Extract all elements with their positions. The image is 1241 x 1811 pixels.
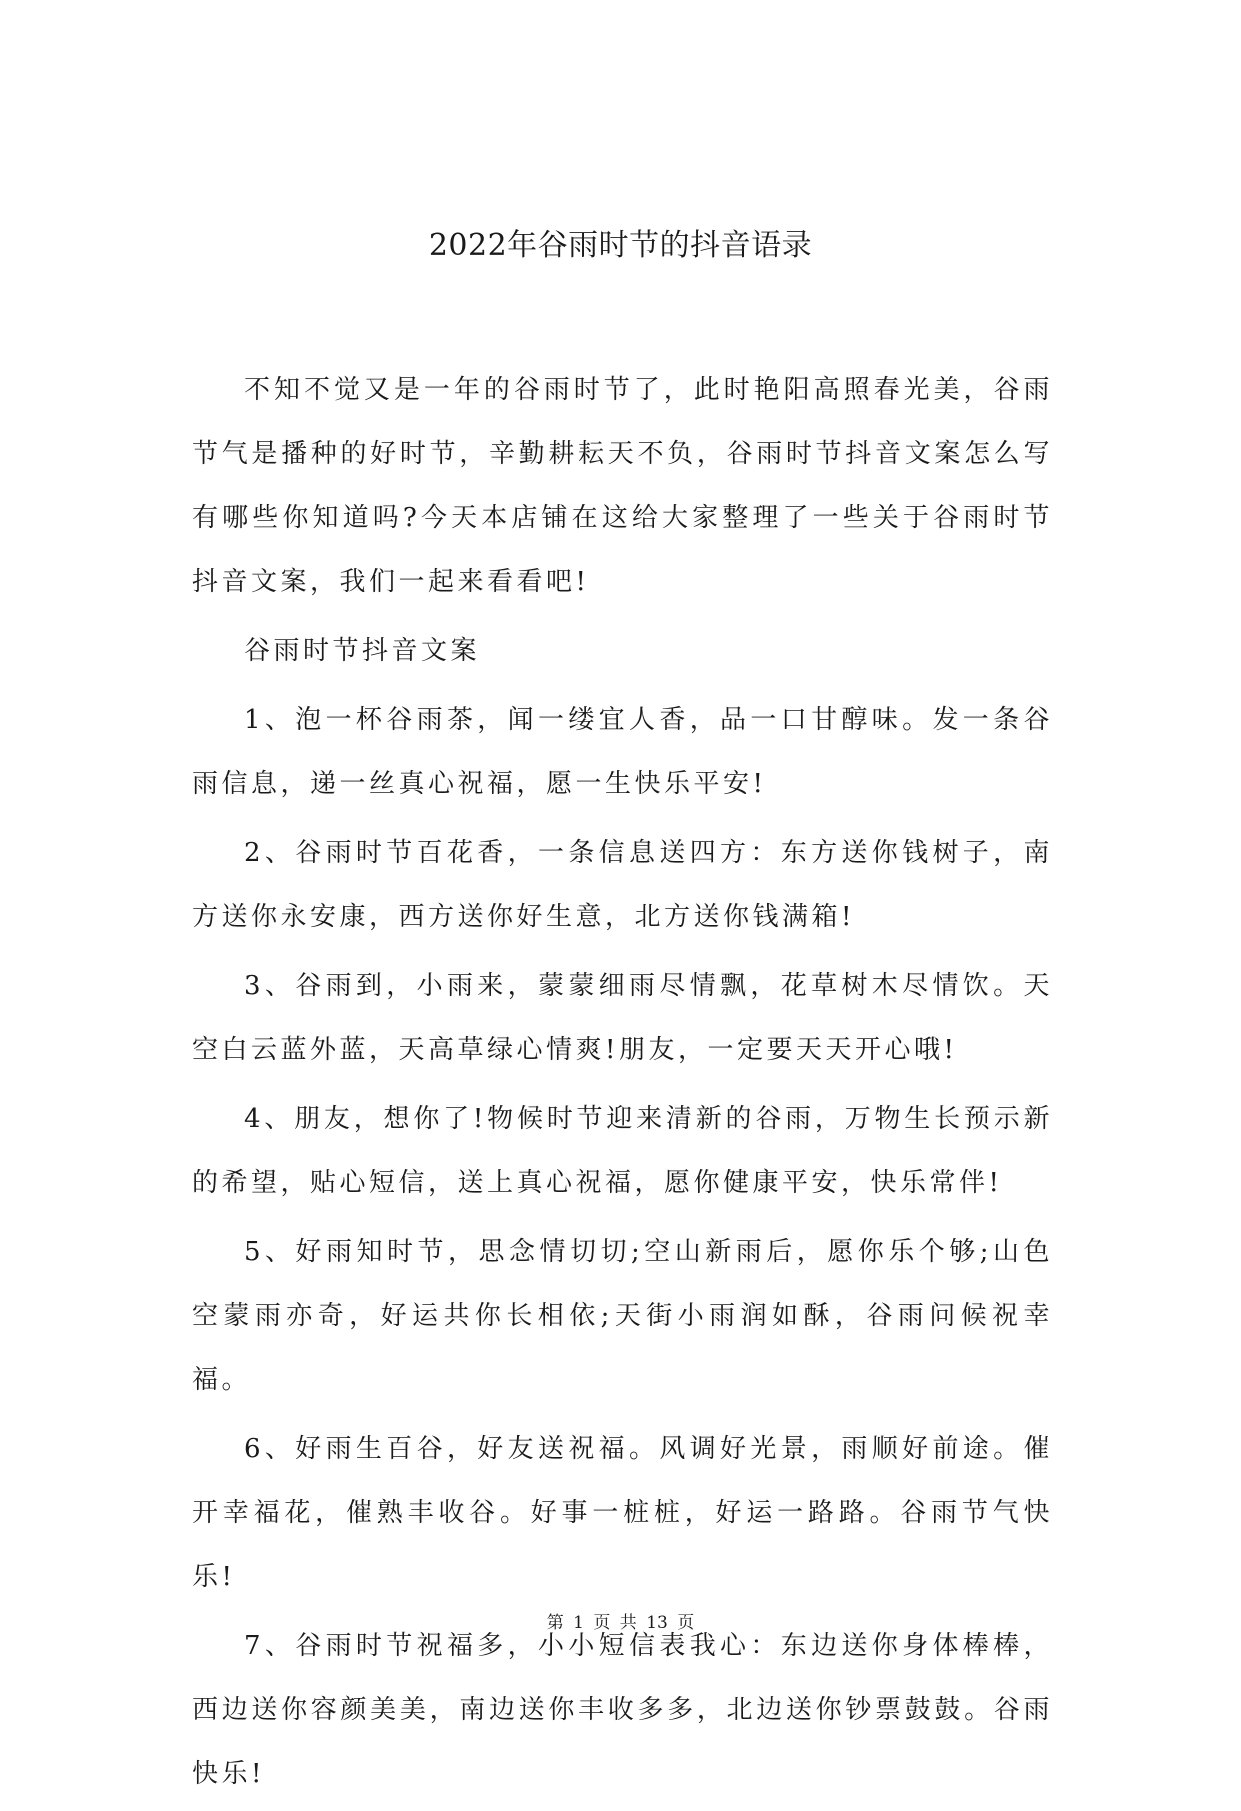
- intro-paragraph: 不知不觉又是一年的谷雨时节了，此时艳阳高照春光美，谷雨节气是播种的好时节，辛勤耕耘天不负，谷雨时节抖音文案怎么写有哪些你知道吗?今天本店铺在这给大家整理了一些关于谷雨时节抖音文案，我们一起来看看吧!: [192, 375, 1053, 597]
- quote-item-4: 4、朋友，想你了!物候时节迎来清新的谷雨，万物生长预示新的希望，贴心短信，送上真心祝福，愿你健康平安，快乐常伴!: [192, 1104, 1053, 1198]
- section-heading: 谷雨时节抖音文案: [244, 636, 481, 666]
- page-footer: 第 1 页 共 13 页: [546, 1613, 695, 1633]
- quote-item-6: 6、好雨生百谷，好友送祝福。风调好光景，雨顺好前途。催开幸福花，催熟丰收谷。好事一桩桩，好运一路路。谷雨节气快乐!: [192, 1434, 1053, 1592]
- document-body: [192, 358, 1053, 1811]
- quote-item-3: 3、谷雨到，小雨来，蒙蒙细雨尽情飘，花草树木尽情饮。天空白云蓝外蓝，天高草绿心情爽!朋友，一定要天天开心哦!: [192, 971, 1053, 1065]
- quote-item-5: 5、好雨知时节，思念情切切;空山新雨后，愿你乐个够;山色空蒙雨亦奇，好运共你长相依;天街小雨润如酥，谷雨问候祝幸福。: [192, 1237, 1053, 1395]
- quote-item-1: 1、泡一杯谷雨茶，闻一缕宜人香，品一口甘醇味。发一条谷雨信息，递一丝真心祝福，愿一生快乐平安!: [192, 705, 1053, 799]
- quote-item-2: 2、谷雨时节百花香，一条信息送四方：东方送你钱树子，南方送你永安康，西方送你好生意，北方送你钱满箱!: [192, 838, 1053, 932]
- document-title: 2022年谷雨时节的抖音语录: [428, 228, 813, 263]
- quote-item-7: 7、谷雨时节祝福多，小小短信表我心：东边送你身体棒棒，西边送你容颜美美，南边送你丰收多多，北边送你钞票鼓鼓。谷雨快乐!: [192, 1631, 1053, 1789]
